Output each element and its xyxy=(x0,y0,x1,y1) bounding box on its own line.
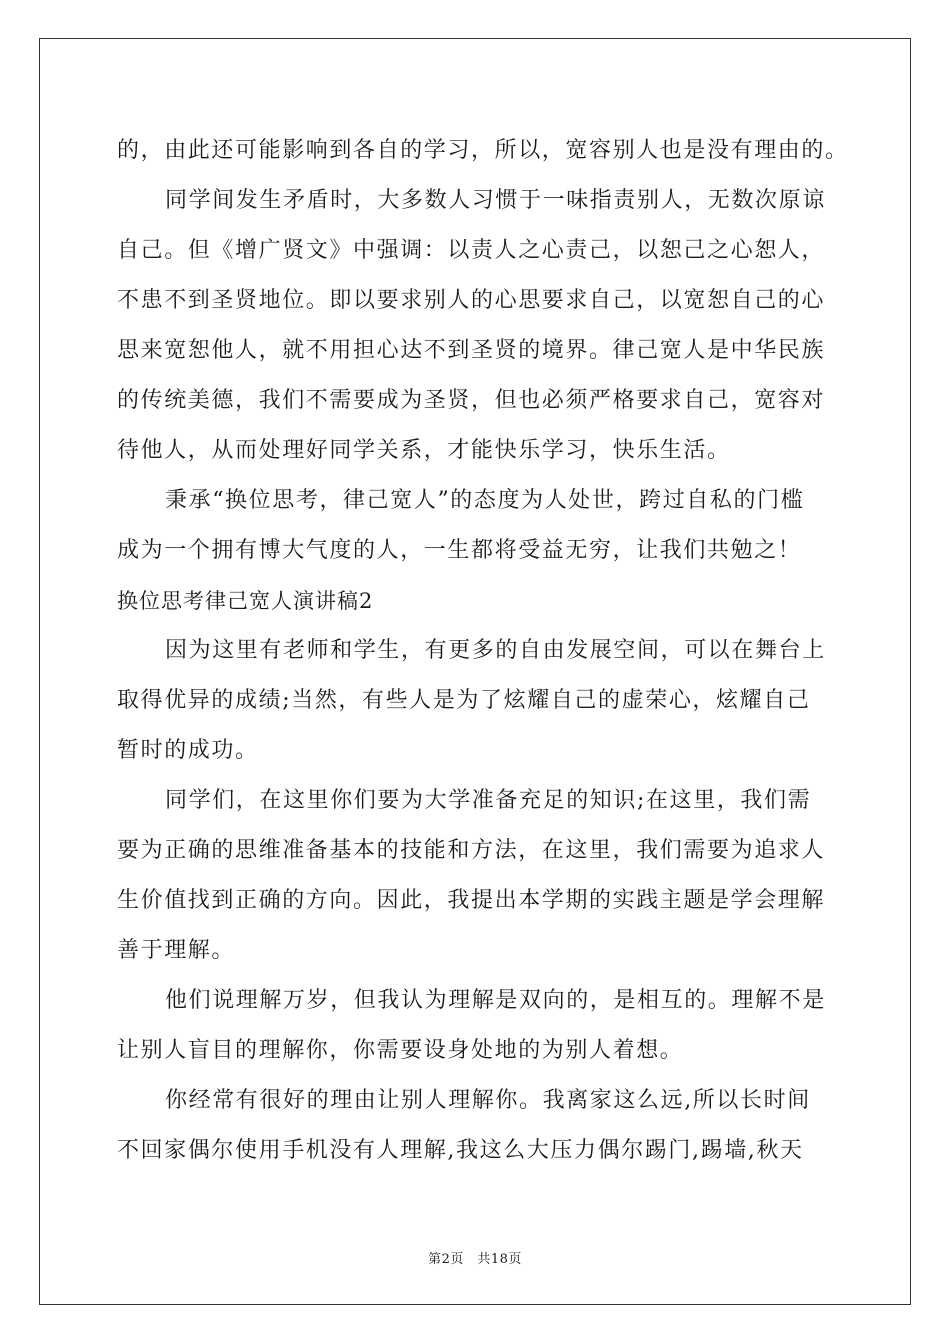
paragraph-start-line: 秉承“换位思考，律己宽人”的态度为人处世，跨过自私的门槛 xyxy=(165,488,805,513)
text-line: 的传统美德，我们不需要成为圣贤，但也必须严格要求自己，宽容对 xyxy=(117,388,826,413)
paragraph-start-line: 同学间发生矛盾时，大多数人习惯于一味指责别人，无数次原谅 xyxy=(165,188,826,213)
text-line: 不患不到圣贤地位。即以要求别人的心思要求自己，以宽恕自己的心 xyxy=(117,288,826,313)
text-line: 的，由此还可能影响到各自的学习，所以，宽容别人也是没有理由的。 xyxy=(117,138,849,163)
text-line: 待他人，从而处理好同学关系，才能快乐学习，快乐生活。 xyxy=(117,438,731,463)
text-line: 自己。但《增广贤文》中强调：以责人之心责己，以恕己之心恕人， xyxy=(117,238,826,263)
text-line: 要为正确的思维准备基本的技能和方法，在这里，我们需要为追求人 xyxy=(117,838,826,863)
paragraph-start-line: 因为这里有老师和学生，有更多的自由发展空间，可以在舞台上 xyxy=(165,638,826,663)
text-line: 生价值找到正确的方向。因此，我提出本学期的实践主题是学会理解 xyxy=(117,888,826,913)
document-body xyxy=(117,126,849,1176)
text-line: 善于理解。 xyxy=(117,938,236,963)
text-line: 不回家偶尔使用手机没有人理解,我这么大压力偶尔踢门,踢墙,秋天 xyxy=(117,1138,804,1163)
paragraph-start-line: 同学们，在这里你们要为大学准备充足的知识;在这里，我们需 xyxy=(165,788,812,813)
text-line: 暂时的成功。 xyxy=(117,738,259,763)
text-line: 成为一个拥有博大气度的人，一生都将受益无穷，让我们共勉之！ xyxy=(117,538,802,563)
text-line: 让别人盲目的理解你，你需要设身处地的为别人着想。 xyxy=(117,1038,684,1063)
text-line: 取得优异的成绩;当然，有些人是为了炫耀自己的虚荣心，炫耀自己 xyxy=(117,688,811,713)
page-number-footer: 第2页 共18页 xyxy=(428,1252,522,1267)
paragraph-start-line: 他们说理解万岁，但我认为理解是双向的，是相互的。理解不是 xyxy=(165,988,826,1013)
section-heading: 换位思考律己宽人演讲稿2 xyxy=(117,589,374,613)
paragraph-start-line: 你经常有很好的理由让别人理解你。我离家这么远,所以长时间 xyxy=(165,1088,811,1113)
text-line: 思来宽恕他人，就不用担心达不到圣贤的境界。律己宽人是中华民族 xyxy=(117,338,826,363)
